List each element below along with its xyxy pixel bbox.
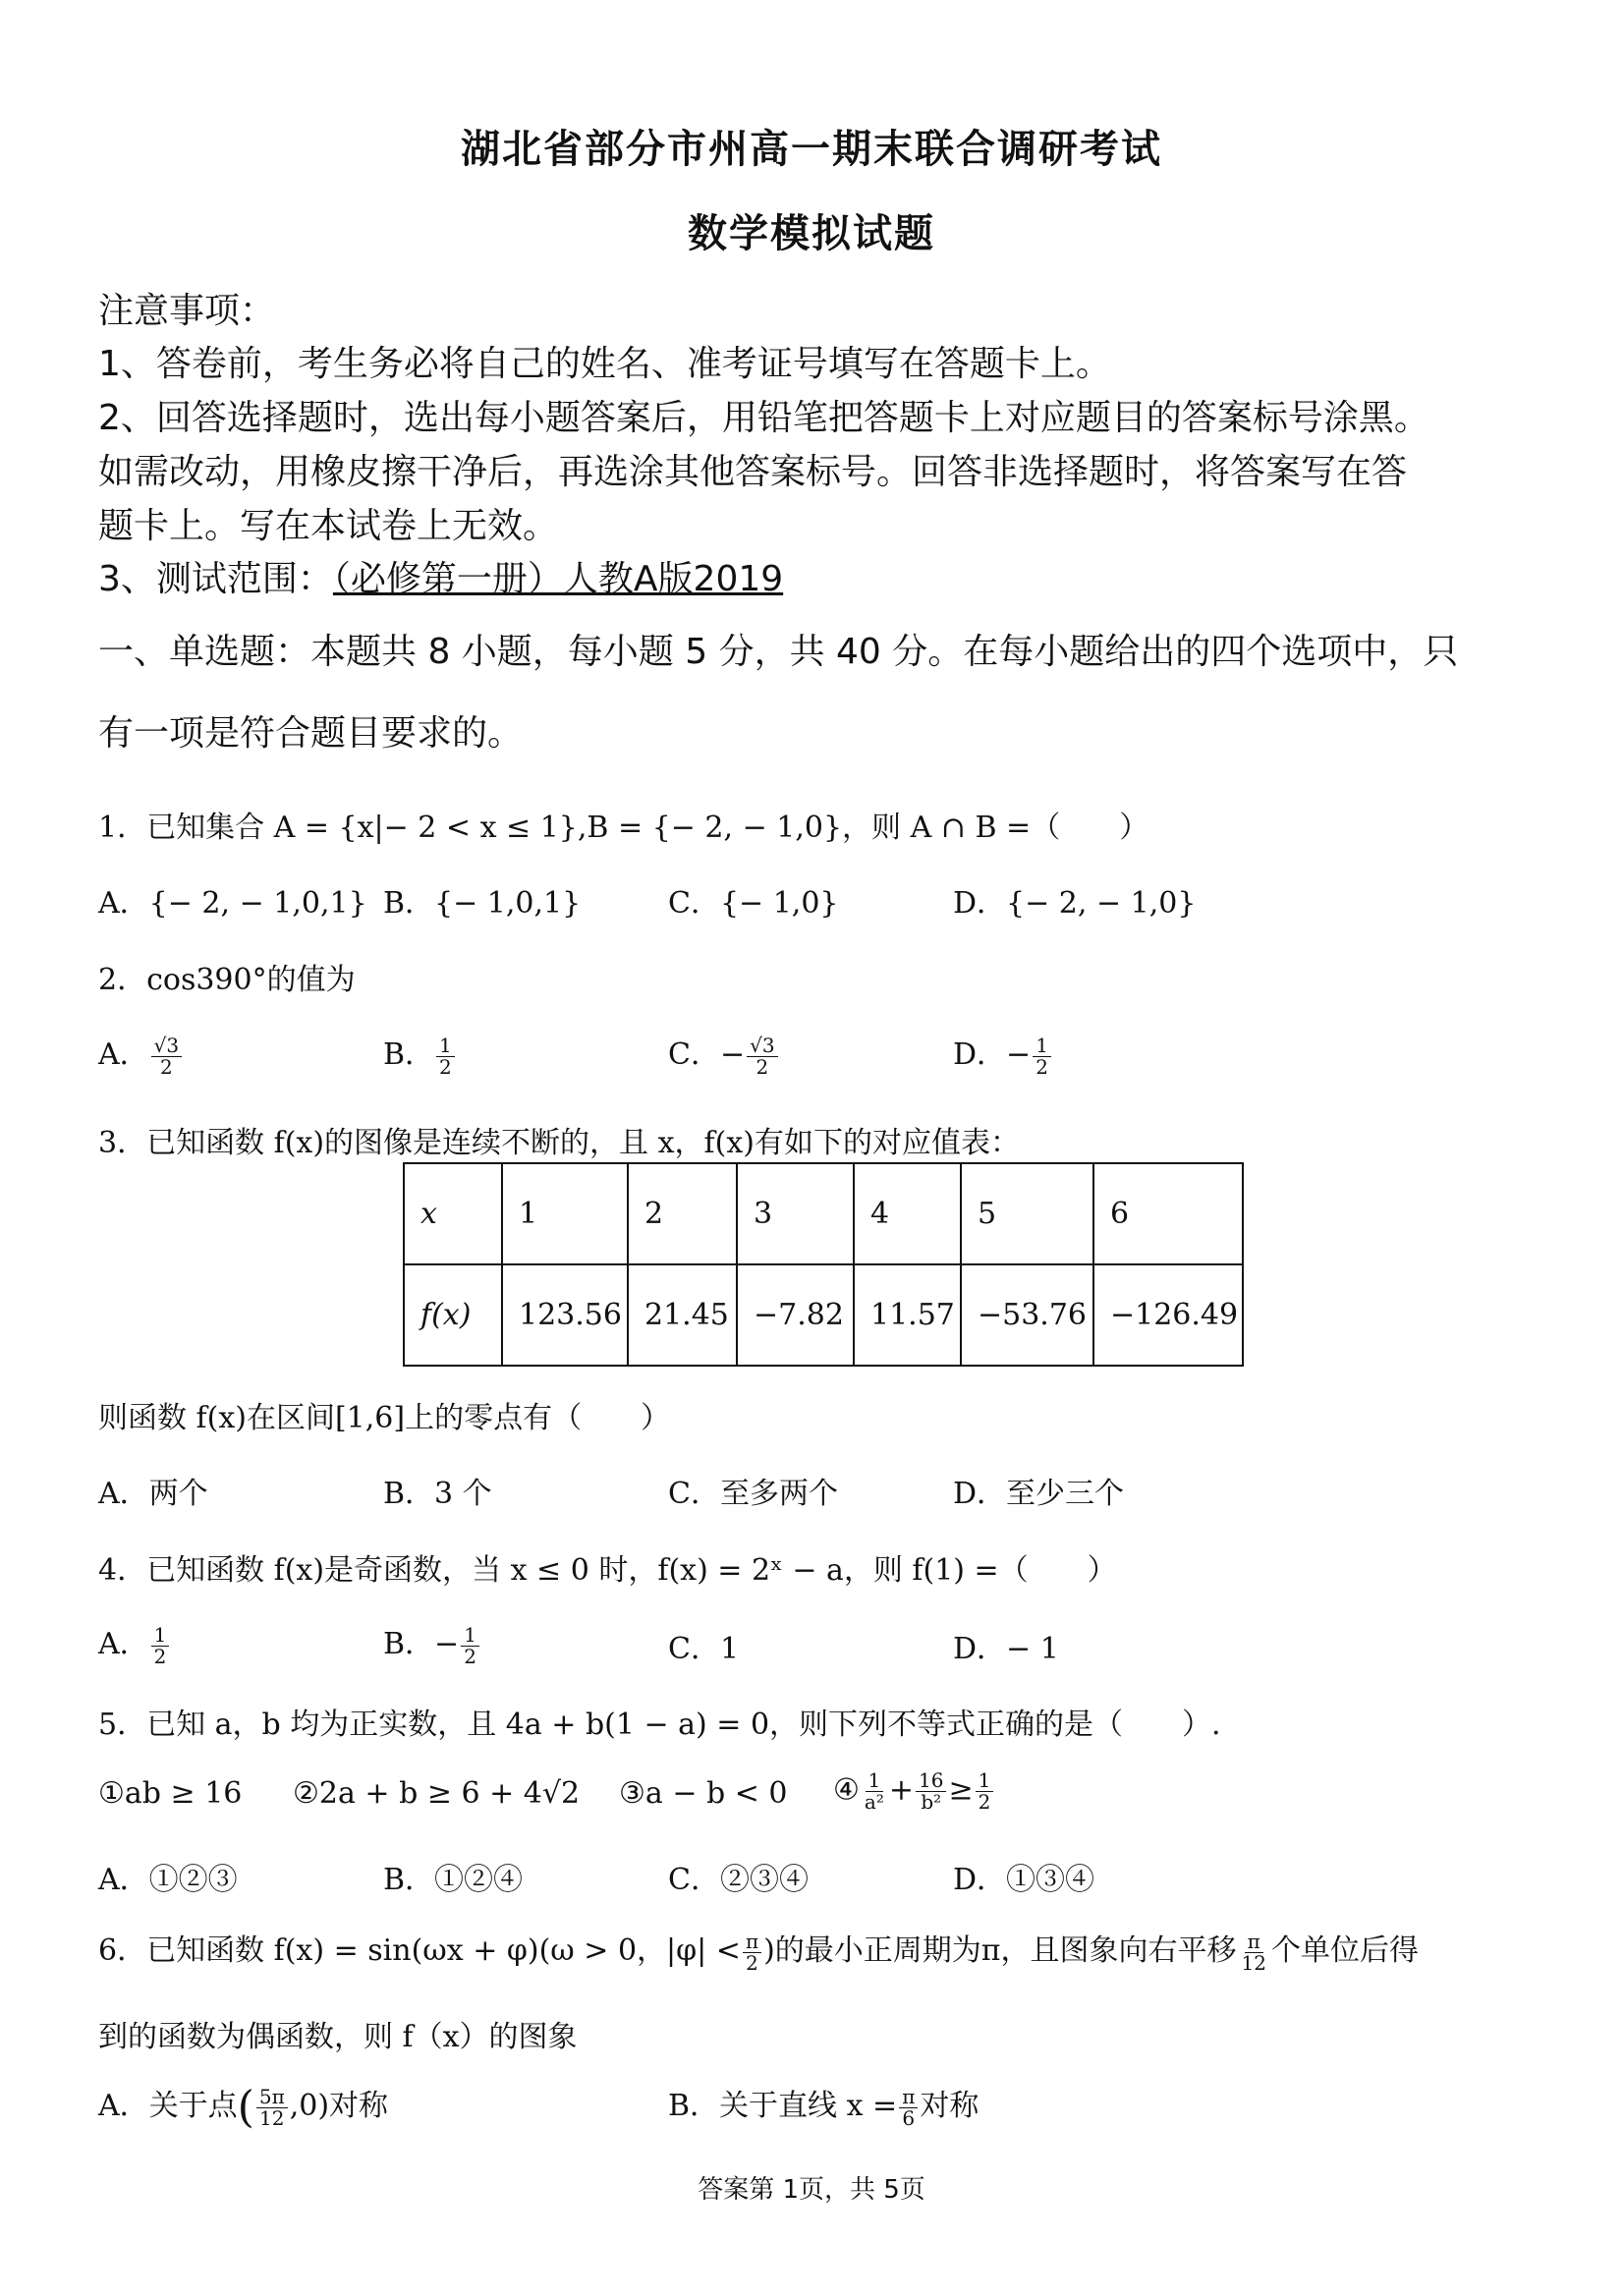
option-label: A．: [98, 1037, 149, 1072]
question-6-stem: [98, 1926, 1419, 1974]
denominator: 2: [1035, 1054, 1048, 1079]
numerator: 5π: [256, 2087, 288, 2108]
question-2-option-b: [383, 1030, 457, 1078]
question-1-option-a: A．{− 2, − 1,0,1}: [98, 886, 367, 921]
option-text: ,0): [289, 2089, 330, 2123]
numerator: 1: [976, 1770, 994, 1792]
question-1-option-b: B．{− 1,0,1}: [383, 886, 582, 921]
question-2-option-c: [668, 1030, 780, 1078]
test-scope: （必修第一册）人教A版2019: [332, 559, 784, 599]
numerator: 1: [1033, 1036, 1051, 1057]
question-3-option-c: C．至多两个: [668, 1477, 838, 1511]
table-cell: −126.49: [1093, 1264, 1243, 1366]
numerator: √3: [151, 1036, 182, 1057]
numerator: 1: [151, 1625, 170, 1647]
question-2-stem: 2．cos390°的值为: [98, 963, 356, 997]
fraction: [1239, 1929, 1269, 1975]
option-text: 对称: [920, 2089, 979, 2123]
denominator: 2: [756, 1054, 769, 1079]
table-row: [404, 1264, 1243, 1366]
table-cell: 21.45: [628, 1264, 737, 1366]
question-4-option-a: [98, 1619, 171, 1667]
option-label: D．−: [953, 1037, 1032, 1072]
table-cell: −53.76: [961, 1264, 1093, 1366]
question-6-option-a: [98, 2081, 388, 2133]
question-1-option-c: C．{− 1,0}: [668, 886, 839, 921]
notes-item-3: [98, 551, 783, 601]
section-1-line-2: 有一项是符合题目要求的。: [98, 713, 524, 754]
cell-text: f(x): [420, 1298, 472, 1332]
table-cell: 2: [628, 1163, 737, 1264]
fraction: [899, 2084, 918, 2130]
question-4-stem: 4．已知函数 f(x)是奇函数，当 x ≤ 0 时，f(x) = 2ˣ − a，则 f(1) =（ ）: [98, 1553, 1117, 1588]
question-5-statement-4: [833, 1770, 995, 1813]
question-3-option-a: A．两个: [98, 1477, 208, 1511]
notes-item-2-line-1: 2、回答选择题时，选出每小题答案后，用铅笔把答题卡上对应题目的答案标号涂黑。: [98, 398, 1429, 438]
table-row: [404, 1163, 1243, 1264]
option-text: A．关于点: [98, 2089, 238, 2123]
question-5-stem: 5．已知 a，b 均为正实数，且 4a + b(1 − a) = 0，则下列不等式正确的是（ ）.: [98, 1708, 1221, 1742]
page-footer: 答案第 1页，共 5页: [698, 2175, 925, 2205]
question-2-option-a: [98, 1030, 184, 1078]
fraction: [151, 1033, 182, 1079]
question-4-option-c: C．1: [668, 1632, 740, 1666]
question-3-option-d: D．至少三个: [953, 1477, 1125, 1511]
question-2-option-d: [953, 1030, 1053, 1078]
numerator: √3: [747, 1036, 777, 1057]
numerator: π: [743, 1932, 761, 1953]
denominator: 2: [153, 1644, 167, 1668]
denominator: 6: [902, 2105, 916, 2130]
stem-text: 个单位后得: [1270, 1933, 1419, 1968]
question-5-option-d: D．①③④: [953, 1863, 1095, 1897]
question-4-option-b: [383, 1619, 481, 1667]
notes-item-2-line-3: 题卡上。写在本试卷上无效。: [98, 506, 559, 546]
denominator: 12: [1241, 1950, 1266, 1975]
denominator: 2: [978, 1790, 991, 1814]
table-cell: 6: [1093, 1163, 1243, 1264]
denominator: 2: [160, 1054, 173, 1079]
numerator: π: [899, 2087, 918, 2108]
table-cell: 1: [502, 1163, 628, 1264]
exam-title: 湖北省部分市州高一期末联合调研考试: [461, 127, 1162, 172]
denominator: b²: [921, 1790, 942, 1814]
question-5-statement-3: ③a − b < 0: [619, 1776, 788, 1811]
fraction: [916, 1770, 946, 1813]
paren: (: [237, 2082, 254, 2133]
notes-item-1: 1、答卷前，考生务必将自己的姓名、准考证号填写在答题卡上。: [98, 344, 1111, 384]
fraction: [1033, 1033, 1051, 1079]
table-cell: 123.56: [502, 1264, 628, 1366]
question-3-after: 则函数 f(x)在区间[1,6]上的零点有（ ）: [98, 1401, 671, 1435]
notes-item-2-line-2: 如需改动，用橡皮擦干净后，再选涂其他答案标号。回答非选择题时，将答案写在答: [98, 452, 1408, 492]
plus-sign: +: [888, 1772, 914, 1808]
question-5-statement-1: ①ab ≥ 16: [98, 1776, 243, 1811]
table-cell: 11.57: [854, 1264, 961, 1366]
numerator: 1: [461, 1625, 479, 1647]
statement-marker: ④: [833, 1772, 860, 1808]
fraction: [862, 1770, 887, 1813]
option-label: A．: [98, 1627, 149, 1661]
option-label: B．: [383, 1037, 435, 1072]
numerator: π: [1245, 1932, 1263, 1953]
question-1-stem: 1．已知集合 A = {x|− 2 < x ≤ 1},B = {− 2, − 1,0}，则 A ∩ B =（ ）: [98, 811, 1149, 845]
numerator: 16: [916, 1770, 946, 1792]
option-text: B．关于直线 x =: [668, 2089, 898, 2123]
table-cell: [404, 1264, 502, 1366]
numerator: 1: [436, 1036, 455, 1057]
fraction: [436, 1033, 455, 1079]
numerator: 1: [866, 1770, 884, 1792]
question-3-option-b: B．3 个: [383, 1477, 492, 1511]
fraction: [461, 1622, 479, 1668]
stem-text: 6．已知函数 f(x) = sin(ωx + φ)(ω > 0，|φ| <: [98, 1933, 741, 1968]
table-cell: [404, 1163, 502, 1264]
denominator: 2: [439, 1054, 452, 1079]
table-cell: 3: [737, 1163, 854, 1264]
option-label: B．−: [383, 1627, 460, 1661]
stem-text: )的最小正周期为π，且图象向右平移: [763, 1933, 1237, 1968]
option-text: 对称: [329, 2089, 389, 2123]
fraction: [151, 1622, 170, 1668]
option-label: C．−: [668, 1037, 746, 1072]
denominator: 12: [259, 2105, 285, 2130]
notes-heading: 注意事项：: [98, 291, 276, 331]
fraction: [747, 1033, 777, 1079]
section-1-line-1: 一、单选题：本题共 8 小题，每小题 5 分，共 40 分。在每小题给出的四个选项中，只: [98, 632, 1459, 672]
exam-subtitle: 数学模拟试题: [688, 211, 935, 256]
question-5-option-b: B．①②④: [383, 1863, 524, 1897]
fraction: [743, 1929, 761, 1975]
value-table: [403, 1162, 1244, 1367]
table-cell: −7.82: [737, 1264, 854, 1366]
denominator: a²: [864, 1790, 884, 1814]
question-1-option-d: D．{− 2, − 1,0}: [953, 886, 1197, 921]
table-cell: 4: [854, 1163, 961, 1264]
table-cell: 5: [961, 1163, 1093, 1264]
question-5-option-a: A．①②③: [98, 1863, 238, 1897]
question-6-option-b: [668, 2081, 979, 2129]
question-6-stem-line-2: 到的函数为偶函数，则 f（x）的图象: [98, 2020, 578, 2054]
notes-item-3-prefix: 3、测试范围：: [98, 559, 333, 599]
question-3-stem: 3．已知函数 f(x)的图像是连续不断的，且 x，f(x)有如下的对应值表：: [98, 1126, 1020, 1160]
question-4-option-d: D．− 1: [953, 1632, 1059, 1666]
ge-sign: ≥: [948, 1772, 974, 1808]
question-5-option-c: C．②③④: [668, 1863, 809, 1897]
fraction: [256, 2084, 288, 2130]
denominator: 2: [464, 1644, 476, 1668]
fraction: [976, 1770, 994, 1813]
question-5-statement-2: ②2a + b ≥ 6 + 4√2: [293, 1776, 581, 1811]
cell-text: x: [420, 1197, 437, 1231]
denominator: 2: [746, 1950, 758, 1975]
